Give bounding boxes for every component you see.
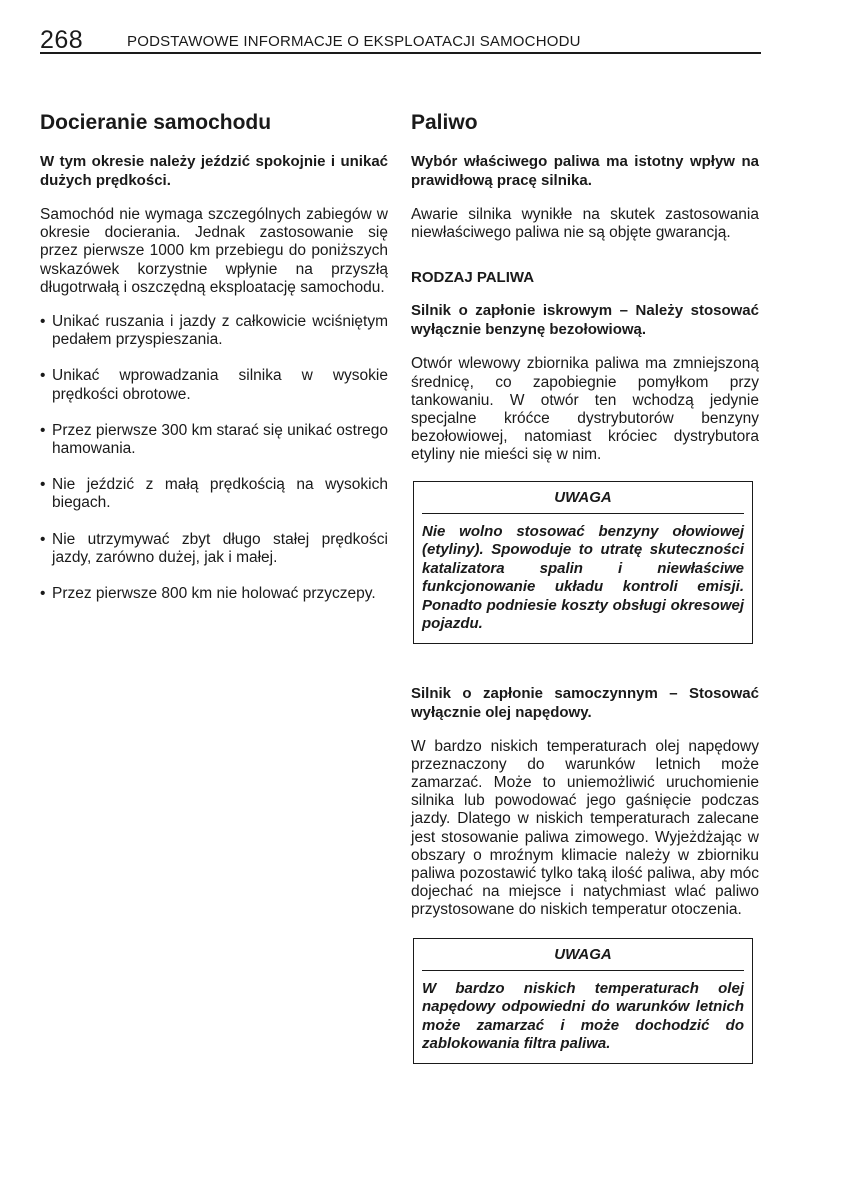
left-column <box>40 110 388 621</box>
section-title-fuel: Paliwo <box>411 111 478 134</box>
list-item <box>40 531 388 567</box>
bullet-dot: • <box>40 313 46 331</box>
warning-box-petrol <box>413 481 753 644</box>
fuel-intro: Awarie silnika wynikłe na skutek zastosowania niewłaściwego paliwa nie są objęte gwarancją. <box>411 206 759 242</box>
section-title-break-in: Docieranie samochodu <box>40 111 272 134</box>
warning-title: UWAGA <box>422 945 744 971</box>
petrol-engine-lead: Silnik o zapłonie iskrowym – Należy stosować wyłącznie benzynę bezołowiową. <box>411 302 759 339</box>
bullet-dot: • <box>40 367 46 385</box>
warning-text: W bardzo niskich temperaturach olej napędowy odpowiedni do warunków letnich może zamarzać i może dochodzić do zablokowania filtra paliwa. <box>422 979 744 1053</box>
break-in-intro: Samochód nie wymaga szczególnych zabiegów w okresie docierania. Jednak zastosowanie się przez pierwsze 1000 km przebiegu do poniższych wskazówek korzystnie wpłynie na przyszłą długotrwałą i oszczędną eksploatację samochodu. <box>40 206 388 296</box>
list-item <box>40 313 388 349</box>
diesel-engine-text: W bardzo niskich temperaturach olej napędowy przeznaczony do warunków letnich może zamarzać. Może to uniemożliwić uruchomienie silnika lub powodować jego gaśnięcie podczas jazdy. Dlatego w niskich temperaturach zalecane jest stosowanie paliwa zimowego. Wyjeżdżając w obszary o mroźnym klimacie należy w zbiorniku paliwa pozostawić tylko taką ilość paliwa, aby móc dojechać na miejsce i natychmiast wlać paliwo przystosowane do niskich temperatur otoczenia. <box>411 737 759 919</box>
running-header: PODSTAWOWE INFORMACJE O EKSPLOATACJI SAMOCHODU <box>127 33 581 50</box>
list-item-text: Unikać ruszania i jazdy z całkowicie wciśniętym pedałem przyspieszania. <box>52 313 388 349</box>
list-item-text: Przez pierwsze 800 km nie holować przyczepy. <box>52 585 376 603</box>
list-item <box>40 476 388 512</box>
break-in-list <box>40 313 388 603</box>
bullet-dot: • <box>40 476 46 494</box>
list-item <box>40 367 388 403</box>
fuel-lead: Wybór właściwego paliwa ma istotny wpływ na prawidłową pracę silnika. <box>411 153 759 189</box>
bullet-dot: • <box>40 530 46 548</box>
list-item <box>40 422 388 458</box>
petrol-engine-text: Otwór wlewowy zbiornika paliwa ma zmniejszoną średnicę, co zapobiegnie pomyłkom przy tankowaniu. W otwór ten wchodzą jedynie specjalne króćce dystrybutorów benzyny bezołowiowej, natomiast króciec dystrybutora etyliny nie mieści się w nim. <box>411 355 759 464</box>
list-item-text: Nie jeździć z małą prędkością na wysokich biegach. <box>52 476 388 512</box>
break-in-lead: W tym okresie należy jeździć spokojnie i unikać dużych prędkości. <box>40 153 388 189</box>
right-column <box>411 110 759 1064</box>
bullet-dot: • <box>40 421 46 439</box>
warning-text: Nie wolno stosować benzyny ołowiowej (etyliny). Spowoduje to utratę skuteczności katalizatora spalin i niewłaściwe funkcjonowanie układu kontroli emisji. Ponadto podniesie koszty obsługi okresowej pojazdu. <box>422 522 744 633</box>
list-item-text: Unikać wprowadzania silnika w wysokie prędkości obrotowe. <box>52 367 388 403</box>
bullet-dot: • <box>40 585 46 603</box>
list-item-text: Przez pierwsze 300 km starać się unikać ostrego hamowania. <box>52 421 388 458</box>
list-item-text: Nie utrzymywać zbyt długo stałej prędkości jazdy, zarówno dużej, jak i małej. <box>52 530 388 566</box>
fuel-type-heading: RODZAJ PALIWA <box>411 269 535 287</box>
list-item <box>40 585 388 603</box>
page-number: 268 <box>40 26 84 54</box>
warning-box-diesel <box>413 938 753 1064</box>
diesel-engine-lead: Silnik o zapłonie samoczynnym – Stosować wyłącznie olej napędowy. <box>411 684 759 721</box>
header-rule <box>40 52 761 54</box>
warning-title: UWAGA <box>422 488 744 514</box>
